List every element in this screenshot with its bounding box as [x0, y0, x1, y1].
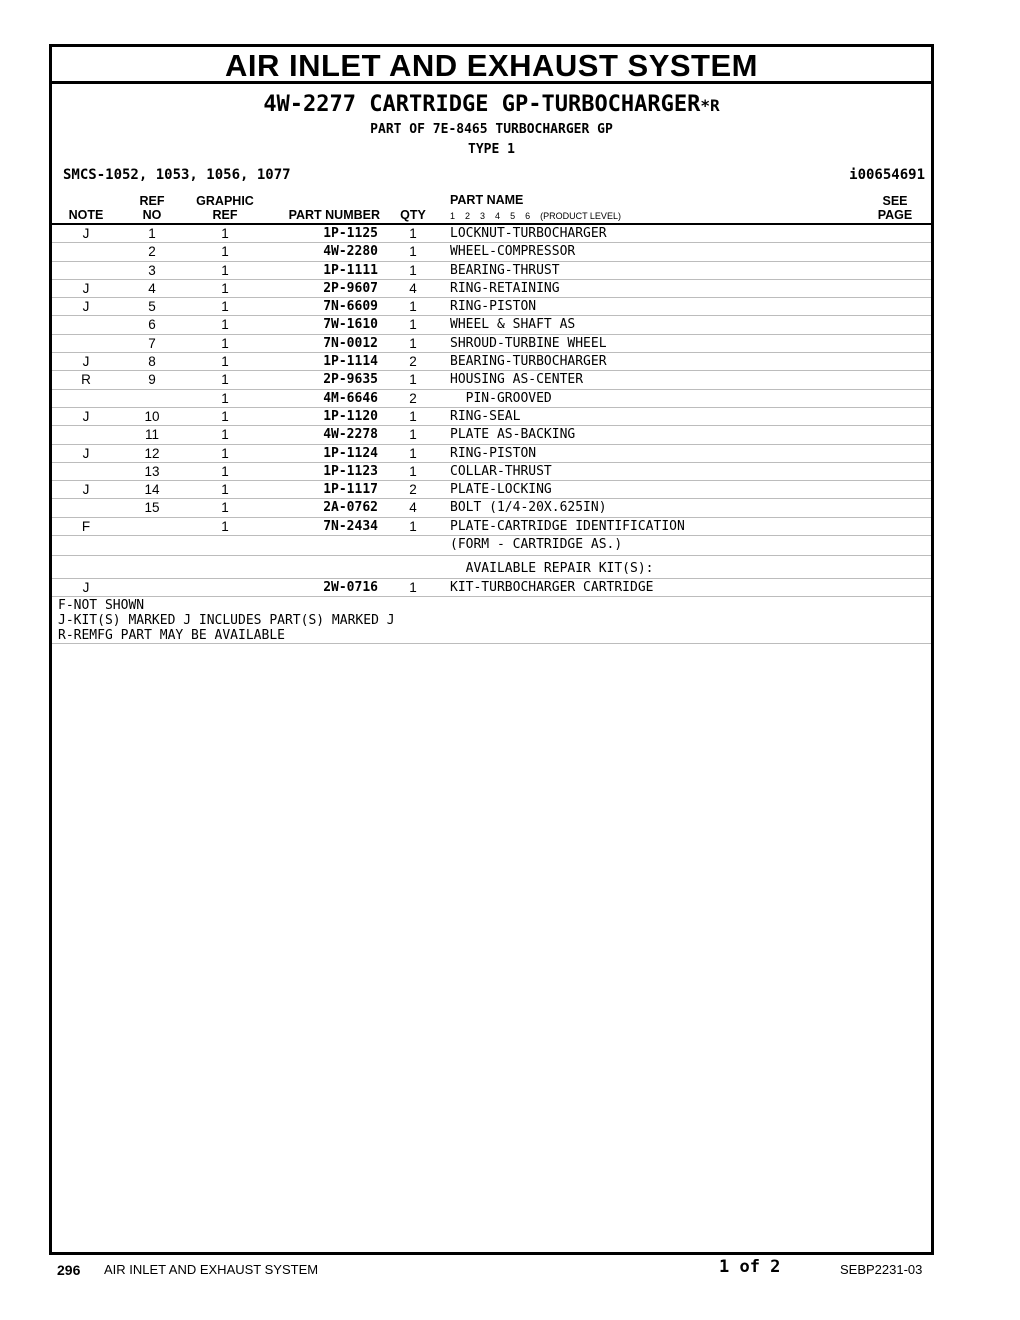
table-row [52, 536, 931, 556]
type-line: TYPE 1 [468, 142, 515, 157]
product-level-1: 1 [450, 211, 456, 221]
illustration-id: i00654691 [849, 167, 925, 183]
footer-section: AIR INLET AND EXHAUST SYSTEM [104, 1262, 319, 1277]
note-f: F-NOT SHOWN [58, 598, 145, 613]
table-row [52, 280, 931, 298]
row-part-name: SHROUD-TURBINE WHEEL [450, 335, 607, 351]
table-row [52, 353, 931, 371]
row-graphic-ref: 1 [221, 463, 229, 479]
row-qty: 1 [409, 427, 417, 443]
row-qty: 2 [409, 354, 417, 370]
row-qty: 2 [409, 390, 417, 406]
col-note: NOTE [68, 208, 104, 222]
row-graphic-ref: 1 [221, 226, 229, 241]
row-part-number: 1P-1117 [323, 482, 378, 498]
row-qty: 1 [409, 262, 417, 278]
row-part-number: 1P-1125 [323, 226, 378, 241]
row-ref: 7 [148, 335, 156, 351]
page-number: 296 [57, 1262, 81, 1278]
table-row [52, 316, 931, 334]
part-of-line: PART OF 7E-8465 TURBOCHARGER GP [370, 122, 613, 137]
table-row [52, 225, 931, 243]
row-graphic-ref: 1 [221, 244, 229, 260]
table-row [52, 335, 931, 353]
row-note: F [81, 518, 91, 534]
row-part-number: 1P-1124 [323, 445, 378, 461]
row-part-number: 2W-0716 [323, 580, 378, 596]
table-row [52, 298, 931, 316]
product-levels [450, 211, 631, 221]
note-r: R-REMFG PART MAY BE AVAILABLE [58, 628, 285, 643]
note-j: J-KIT(S) MARKED J INCLUDES PART(S) MARKED J [58, 613, 395, 628]
row-ref: 13 [144, 463, 160, 479]
row-part-name: PIN-GROOVED [450, 390, 552, 406]
table-row [52, 390, 931, 408]
parts-table [52, 225, 931, 597]
row-ref: 12 [144, 445, 160, 461]
row-note: J [82, 482, 90, 498]
row-ref: 9 [148, 372, 156, 388]
row-graphic-ref: 1 [221, 354, 229, 370]
product-level-3: 3 [480, 211, 486, 221]
col-part-number: PART NUMBER [288, 208, 380, 222]
row-part-number: 1P-1120 [323, 408, 378, 424]
row-graphic-ref: 1 [221, 299, 229, 315]
row-part-number: 7W-1610 [323, 317, 378, 333]
row-note: J [82, 445, 90, 461]
row-graphic-ref: 1 [221, 500, 229, 516]
row-part-number: 4M-6646 [323, 390, 378, 406]
row-qty: 1 [409, 580, 417, 596]
row-graphic-ref: 1 [221, 335, 229, 351]
row-part-name: LOCKNUT-TURBOCHARGER [450, 226, 607, 241]
row-qty: 1 [409, 226, 417, 241]
group-title-suffix: *R [700, 96, 720, 115]
row-part-number: 1P-1111 [323, 262, 378, 278]
row-ref: 1 [148, 226, 156, 241]
row-part-name: BEARING-THRUST [450, 262, 560, 278]
row-ref: 8 [148, 354, 156, 370]
row-graphic-ref: 1 [221, 262, 229, 278]
row-graphic-ref: 1 [221, 445, 229, 461]
group-title-text: 4W-2277 CARTRIDGE GP-TURBOCHARGER [263, 92, 701, 117]
row-graphic-ref: 1 [221, 317, 229, 333]
row-ref: 10 [144, 408, 160, 424]
table-row [52, 518, 931, 536]
row-graphic-ref: 1 [221, 518, 229, 534]
row-graphic-ref: 1 [221, 408, 229, 424]
row-part-name: (FORM - CARTRIDGE AS.) [450, 537, 623, 553]
row-part-number: 4W-2278 [323, 427, 378, 443]
row-note: R [81, 372, 91, 388]
col-see-bottom: PAGE [877, 208, 913, 222]
row-ref: 2 [148, 244, 156, 260]
row-qty: 1 [409, 408, 417, 424]
row-qty: 1 [409, 335, 417, 351]
section-title: AIR INLET AND EXHAUST SYSTEM [52, 47, 931, 84]
row-note: J [82, 280, 90, 296]
row-part-number: 4W-2280 [323, 244, 378, 260]
table-row [52, 243, 931, 261]
row-ref: 14 [144, 482, 160, 498]
smcs-codes: SMCS-1052, 1053, 1056, 1077 [63, 167, 291, 183]
row-graphic-ref: 1 [221, 372, 229, 388]
col-see-top: SEE [882, 194, 908, 208]
col-graphic-top: GRAPHIC [196, 194, 254, 208]
row-ref: 3 [148, 262, 156, 278]
col-ref-bottom: NO [142, 208, 162, 222]
doc-id: SEBP2231-03 [840, 1262, 923, 1277]
row-note: J [82, 354, 90, 370]
row-part-number: 1P-1123 [323, 463, 378, 479]
row-note: J [82, 580, 90, 596]
col-ref-top: REF [139, 194, 165, 208]
table-row [52, 262, 931, 280]
row-ref: 4 [148, 280, 156, 296]
product-level-6: 6 [525, 211, 531, 221]
row-part-name: BOLT (1/4-20X.625IN) [450, 500, 607, 516]
row-part-name: WHEEL & SHAFT AS [450, 317, 576, 333]
row-part-name: WHEEL-COMPRESSOR [450, 244, 576, 260]
page-frame [49, 44, 934, 1255]
product-level-2: 2 [465, 211, 471, 221]
row-ref: 11 [144, 427, 159, 443]
row-qty: 1 [409, 372, 417, 388]
row-part-name: RING-PISTON [450, 445, 537, 461]
row-qty: 4 [409, 280, 417, 296]
table-row [52, 408, 931, 426]
row-part-number: 2P-9607 [323, 280, 378, 296]
row-qty: 1 [409, 463, 417, 479]
row-part-name: PLATE-CARTRIDGE IDENTIFICATION [450, 518, 685, 534]
col-part-name: PART NAME [450, 193, 524, 207]
row-part-name: KIT-TURBOCHARGER CARTRIDGE [450, 580, 654, 596]
row-graphic-ref: 1 [221, 427, 229, 443]
row-part-name: COLLAR-THRUST [450, 463, 552, 479]
row-qty: 1 [409, 518, 417, 534]
row-qty: 1 [409, 244, 417, 260]
row-note: J [82, 226, 90, 241]
table-row [52, 481, 931, 499]
row-part-number: 7N-6609 [323, 299, 378, 315]
row-part-name: RING-RETAINING [450, 280, 560, 296]
table-row [52, 371, 931, 389]
row-part-name: PLATE-LOCKING [450, 482, 552, 498]
row-qty: 1 [409, 317, 417, 333]
row-part-number: 7N-2434 [323, 518, 378, 534]
table-row [52, 499, 931, 517]
col-graphic-bottom: REF [212, 208, 238, 222]
row-part-number: 7N-0012 [323, 335, 378, 351]
row-ref: 6 [148, 317, 156, 333]
row-part-name: PLATE AS-BACKING [450, 427, 576, 443]
page-of: 1 of 2 [719, 1257, 781, 1277]
row-note: J [82, 299, 90, 315]
row-part-number: 2P-9635 [323, 372, 378, 388]
row-part-name: BEARING-TURBOCHARGER [450, 354, 607, 370]
row-ref: 5 [148, 299, 156, 315]
group-title [52, 92, 931, 119]
row-part-name: RING-PISTON [450, 299, 537, 315]
row-qty: 2 [409, 482, 417, 498]
row-part-name: RING-SEAL [450, 408, 521, 424]
product-level-label: (PRODUCT LEVEL) [540, 211, 621, 221]
table-row [52, 578, 931, 597]
product-level-4: 4 [495, 211, 501, 221]
row-ref: 15 [144, 500, 160, 516]
row-qty: 4 [409, 500, 417, 516]
notes-divider [52, 643, 931, 644]
table-row [52, 463, 931, 481]
row-graphic-ref: 1 [221, 280, 229, 296]
table-row [52, 556, 931, 578]
row-qty: 1 [409, 299, 417, 315]
row-graphic-ref: 1 [221, 482, 229, 498]
product-level-5: 5 [510, 211, 516, 221]
row-note: J [82, 408, 90, 424]
col-qty: QTY [400, 208, 426, 222]
row-part-number: 1P-1114 [323, 354, 378, 370]
row-part-name: AVAILABLE REPAIR KIT(S): [450, 561, 654, 577]
row-part-name: HOUSING AS-CENTER [450, 372, 584, 388]
table-row [52, 426, 931, 444]
row-qty: 1 [409, 445, 417, 461]
row-part-number: 2A-0762 [323, 500, 378, 516]
table-row [52, 445, 931, 463]
notes-block [58, 598, 758, 643]
row-graphic-ref: 1 [221, 390, 229, 406]
